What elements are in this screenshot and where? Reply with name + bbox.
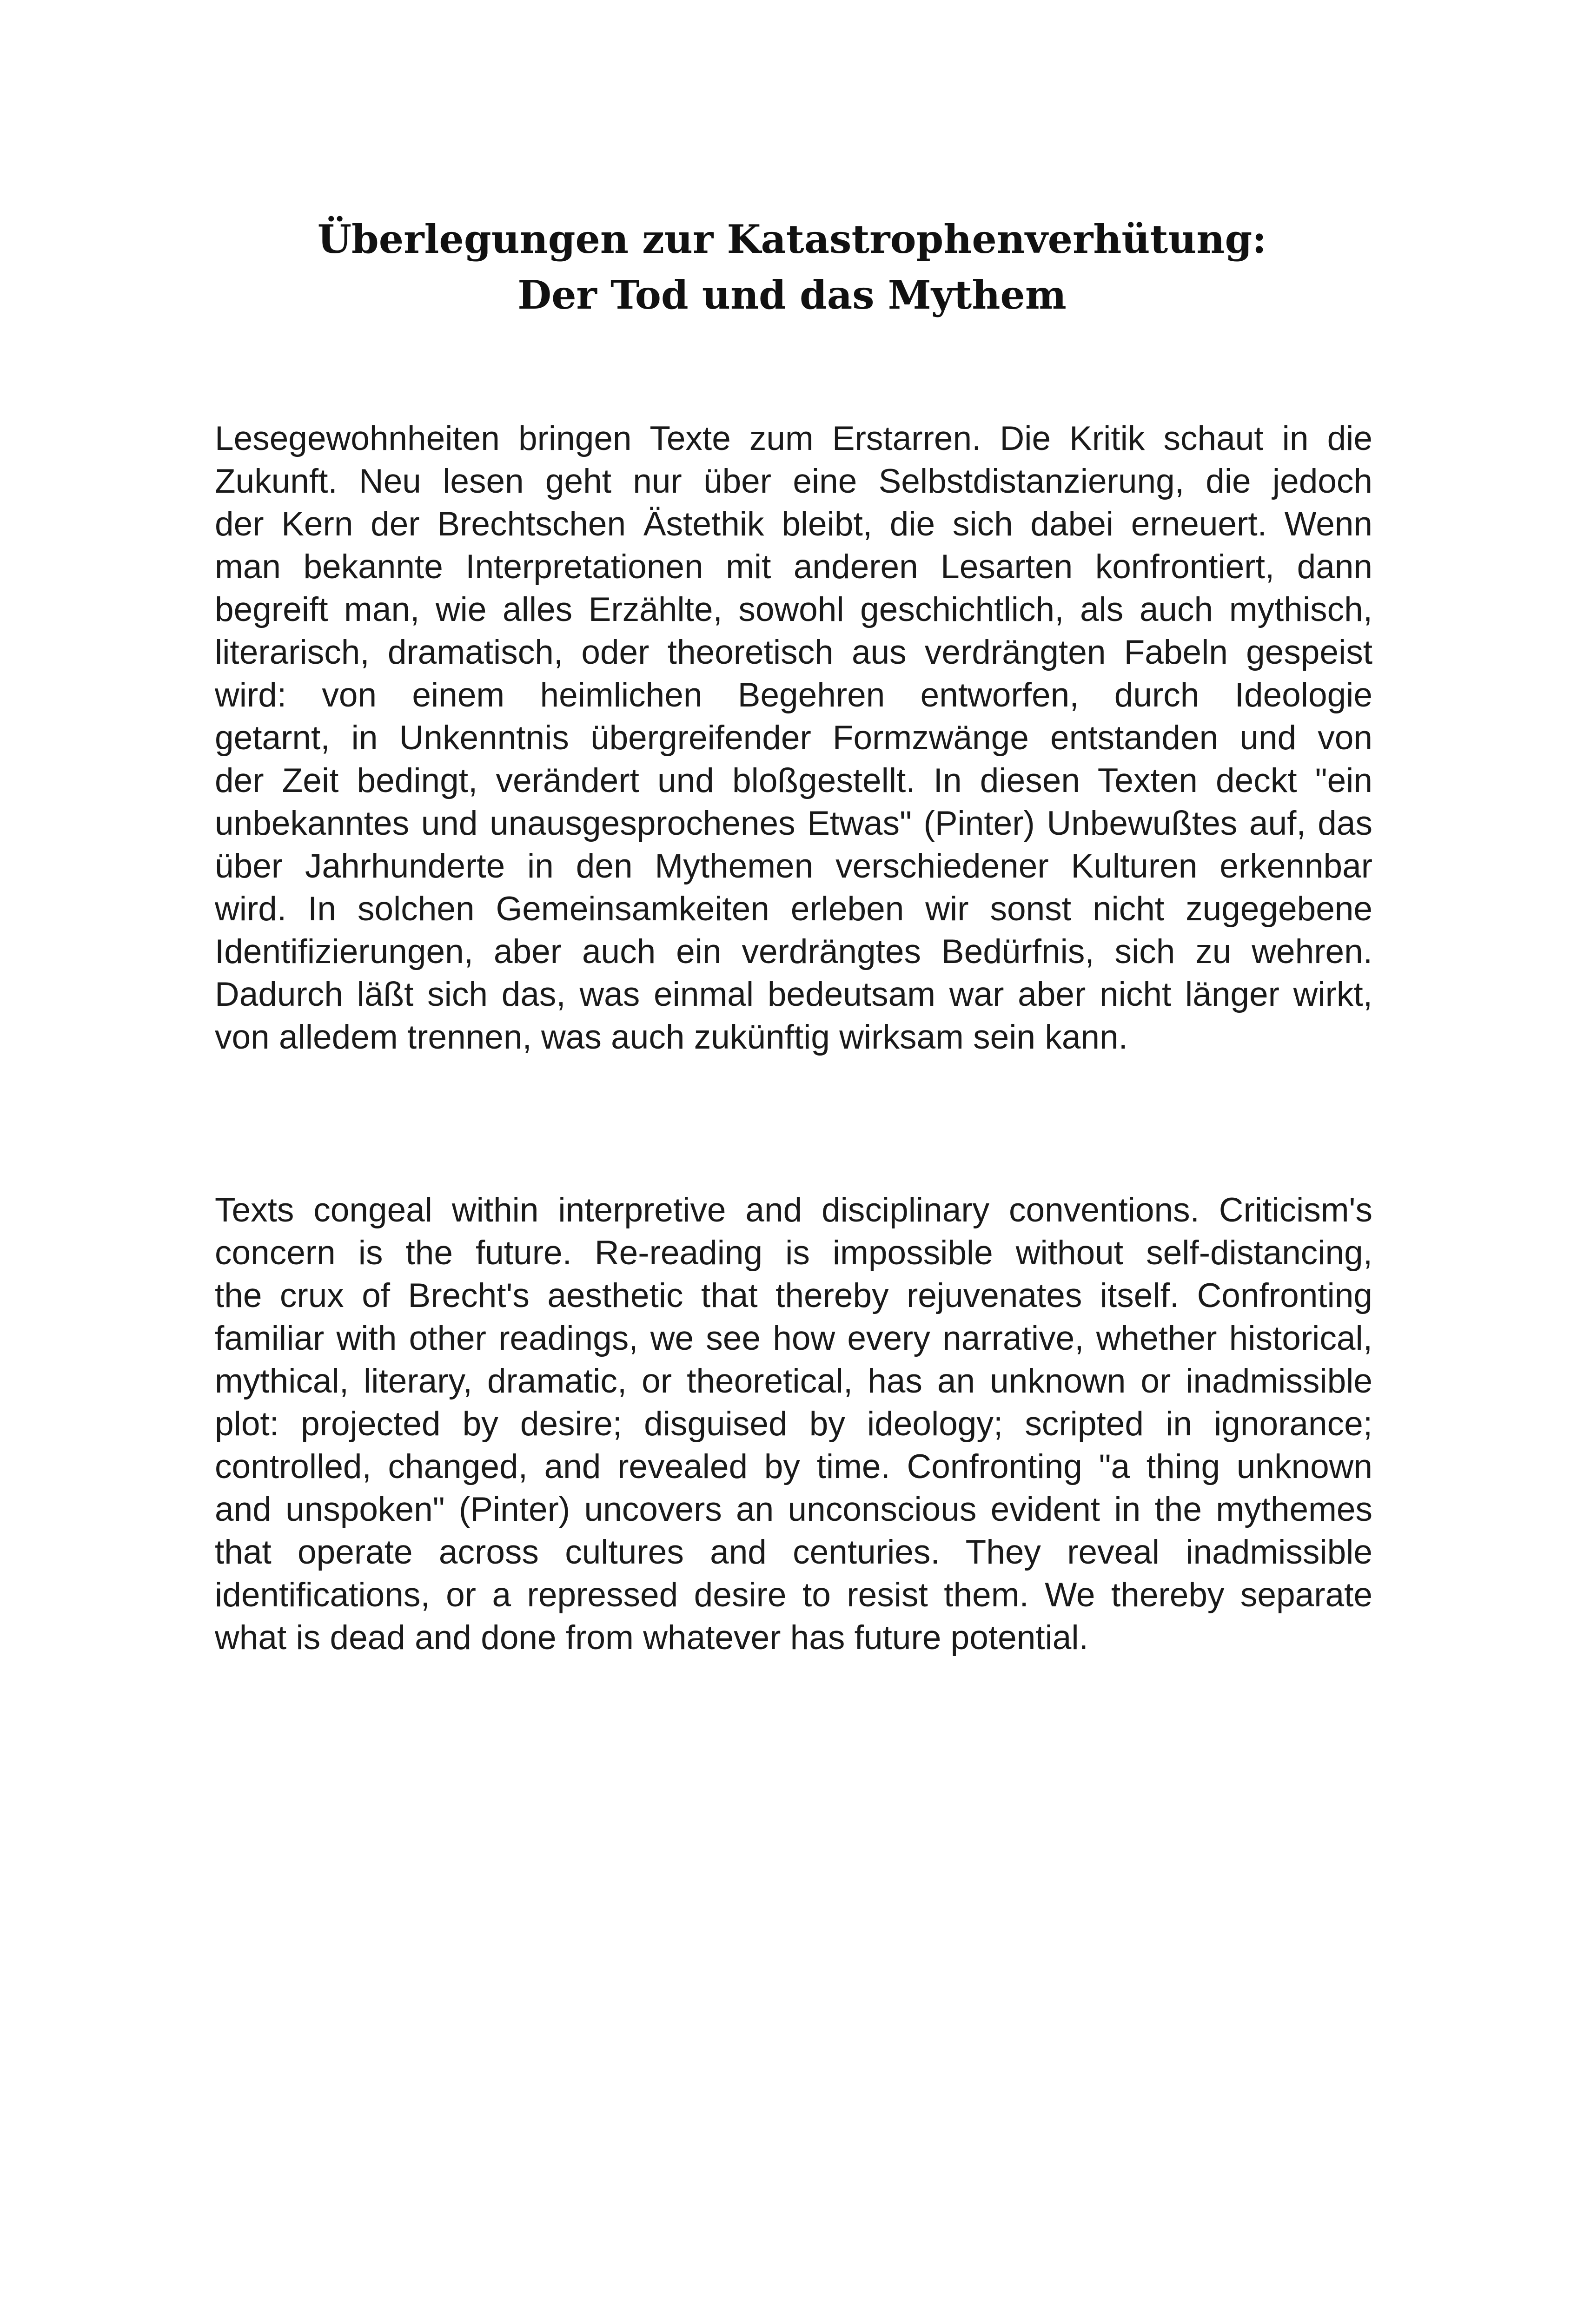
english-line: concern is the future. Re-reading is impossible without self-distancing, xyxy=(215,1234,1372,1272)
german-line: über Jahrhunderte in den Mythemen verschiedener Kulturen erkennbar xyxy=(215,847,1372,885)
german-line: wird. In solchen Gemeinsamkeiten erleben wir sonst nicht zugegebene xyxy=(215,890,1372,928)
german-line: Lesegewohnheiten bringen Texte zum Erstarren. Die Kritik schaut in die xyxy=(215,420,1372,457)
english-line: and unspoken" (Pinter) uncovers an unconscious evident in the mythemes xyxy=(215,1491,1372,1528)
english-line: what is dead and done from whatever has future potential. xyxy=(215,1619,1088,1657)
english-paragraph xyxy=(215,1189,1372,1659)
english-line: familiar with other readings, we see how every narrative, whether historical, xyxy=(215,1320,1372,1357)
german-paragraph xyxy=(215,417,1372,1059)
english-line: mythical, literary, dramatic, or theoretical, has an unknown or inadmissible xyxy=(215,1362,1372,1400)
english-line: controlled, changed, and revealed by time. Confronting "a thing unknown xyxy=(215,1448,1372,1486)
german-line: wird: von einem heimlichen Begehren entworfen, durch Ideologie xyxy=(215,676,1372,714)
english-line: that operate across cultures and centuries. They reveal inadmissible xyxy=(215,1533,1372,1571)
english-line: plot: projected by desire; disguised by ideology; scripted in ignorance; xyxy=(215,1405,1372,1443)
title-line-1: Überlegungen zur Katastrophenverhütung: xyxy=(317,216,1267,262)
page-title xyxy=(0,211,1584,323)
german-line: der Kern der Brechtschen Ästethik bleibt, die sich dabei erneuert. Wenn xyxy=(215,505,1372,543)
german-line: literarisch, dramatisch, oder theoretisch aus verdrängten Fabeln gespeist xyxy=(215,634,1372,671)
english-line: the crux of Brecht's aesthetic that thereby rejuvenates itself. Confronting xyxy=(215,1277,1372,1314)
german-line: von alledem trennen, was auch zukünftig wirksam sein kann. xyxy=(215,1018,1128,1056)
german-line: unbekanntes und unausgesprochenes Etwas" (Pinter) Unbewußtes auf, das xyxy=(215,805,1372,842)
german-line: man bekannte Interpretationen mit anderen Lesarten konfrontiert, dann xyxy=(215,548,1372,586)
german-line: begreift man, wie alles Erzählte, sowohl geschichtlich, als auch mythisch, xyxy=(215,591,1372,628)
german-line: Identifizierungen, aber auch ein verdrängtes Bedürfnis, sich zu wehren. xyxy=(215,933,1372,971)
german-line: Zukunft. Neu lesen geht nur über eine Selbstdistanzierung, die jedoch xyxy=(215,462,1372,500)
german-line: Dadurch läßt sich das, was einmal bedeutsam war aber nicht länger wirkt, xyxy=(215,976,1372,1013)
german-line: der Zeit bedingt, verändert und bloßgestellt. In diesen Texten deckt "ein xyxy=(215,762,1372,799)
german-line: getarnt, in Unkenntnis übergreifender Formzwänge entstanden und von xyxy=(215,719,1372,757)
english-line: Texts congeal within interpretive and disciplinary conventions. Criticism's xyxy=(215,1191,1372,1229)
title-line-2: Der Tod und das Mythem xyxy=(517,272,1067,318)
english-line: identifications, or a repressed desire to resist them. We thereby separate xyxy=(215,1576,1372,1614)
